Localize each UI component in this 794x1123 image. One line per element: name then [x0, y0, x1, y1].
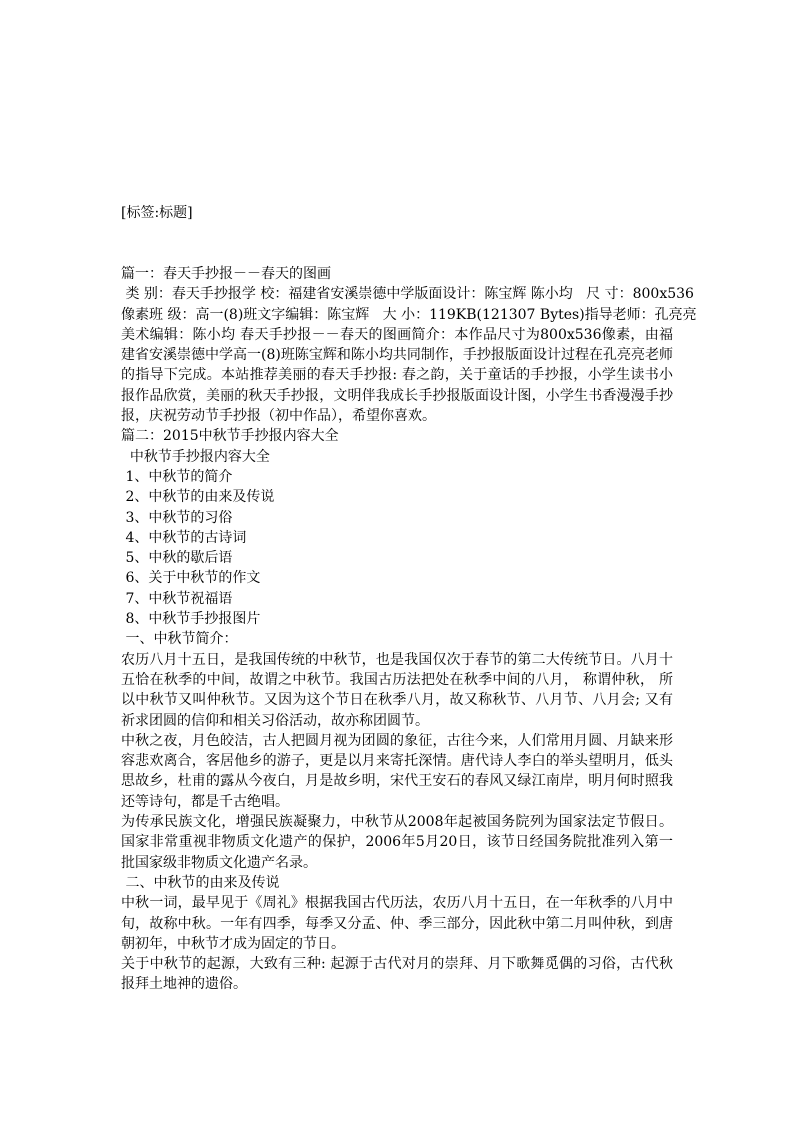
section1-paragraph: 为传承民族文化，增强民族凝聚力，中秋节从2008年起被国务院列为国家法定节假日。国家非常重视非物质文化遗产的保护，2006年5月20日，该节日经国务院批准列入第一批国家级非物质文化遗产名录。: [121, 814, 673, 871]
toc-item: 7、中秋节祝福语: [121, 590, 233, 607]
section2-title: 二、中秋节的由来及传说: [121, 874, 280, 891]
article1-meta-line2: 像素班 级：高一(8)班文字编辑：陈宝辉 大 小：119KB(121307 Bytes)指导老师：孔亮亮: [121, 306, 697, 323]
section1-paragraph: 农历八月十五日，是我国传统的中秋节，也是我国仅次于春节的第二大传统节日。八月十五恰在秋季的中间，故谓之中秋节。我国古历法把处在秋季中间的八月， 称谓仲秋， 所以中秋节又叫仲秋节。又因为这个节日在秋季八月，故又称秋节、八月节、八月会; 又有祈求团圆的信仰和相关习俗活动，故亦称团圆节。: [121, 651, 673, 729]
toc-item: 6、关于中秋节的作文: [121, 570, 261, 587]
toc-item: 8、中秋节手抄报图片: [121, 611, 261, 628]
toc-item: 1、中秋节的简介: [121, 468, 233, 485]
toc-item: 4、中秋节的古诗词: [121, 529, 247, 546]
article2-heading: 篇二：2015中秋节手抄报内容大全: [121, 428, 339, 445]
toc-item: 3、中秋节的习俗: [121, 509, 233, 526]
toc-list: [121, 467, 673, 629]
toc-item: 5、中秋的歇后语: [121, 550, 233, 567]
toc-item: 2、中秋节的由来及传说: [121, 489, 275, 506]
section2-paragraph: 关于中秋节的起源，大致有三种: 起源于古代对月的崇拜、月下歌舞觅偶的习俗，古代秋报拜土地神的遗俗。: [121, 956, 673, 993]
section1-paragraph: 中秋之夜，月色皎洁，古人把圆月视为团圆的象征，古往今来，人们常用月圆、月缺来形容悲欢离合，客居他乡的游子，更是以月来寄托深情。唐代诗人李白的举头望明月，低头思故乡，杜甫的露从今夜白，月是故乡明，宋代王安石的春风又绿江南岸，明月何时照我还等诗句，都是千古绝唱。: [121, 732, 673, 810]
section2-paragraph: 中秋一词，最早见于《周礼》根据我国古代历法，农历八月十五日，在一年秋季的八月中旬，故称中秋。一年有四季，每季又分孟、仲、季三部分，因此秋中第二月叫仲秋，到唐朝初年，中秋节才成为固定的节日。: [121, 895, 673, 952]
article1-meta-line1: 类 别：春天手抄报学 校：福建省安溪崇德中学版面设计：陈宝辉 陈小均 尺 寸：800x536: [121, 286, 694, 303]
document-content: [121, 264, 697, 995]
article2-subheading: 中秋节手抄报内容大全: [121, 448, 270, 465]
section1-title: 一、中秋节简介：: [121, 631, 238, 648]
article1-body: 美术编辑：陈小均 春天手抄报－－春天的图画简介：本作品尺寸为800x536像素，由福建省安溪崇德中学高一(8)班陈宝辉和陈小均共同制作，手抄报版面设计过程在孔亮亮老师的指导下完成。本站推荐美丽的春天手抄报: 春之韵，关于童话的手抄报，小学生读书小报作品欣赏，美丽的秋天手抄报，文明伴我成长手抄报版面设计图，小学生书香漫漫手抄报，庆祝劳动节手抄报（初中作品），希望你喜欢。: [121, 326, 673, 425]
tag-title: [标签:标题]: [121, 205, 193, 221]
article1-heading: 篇一：春天手抄报－－春天的图画: [121, 266, 331, 282]
